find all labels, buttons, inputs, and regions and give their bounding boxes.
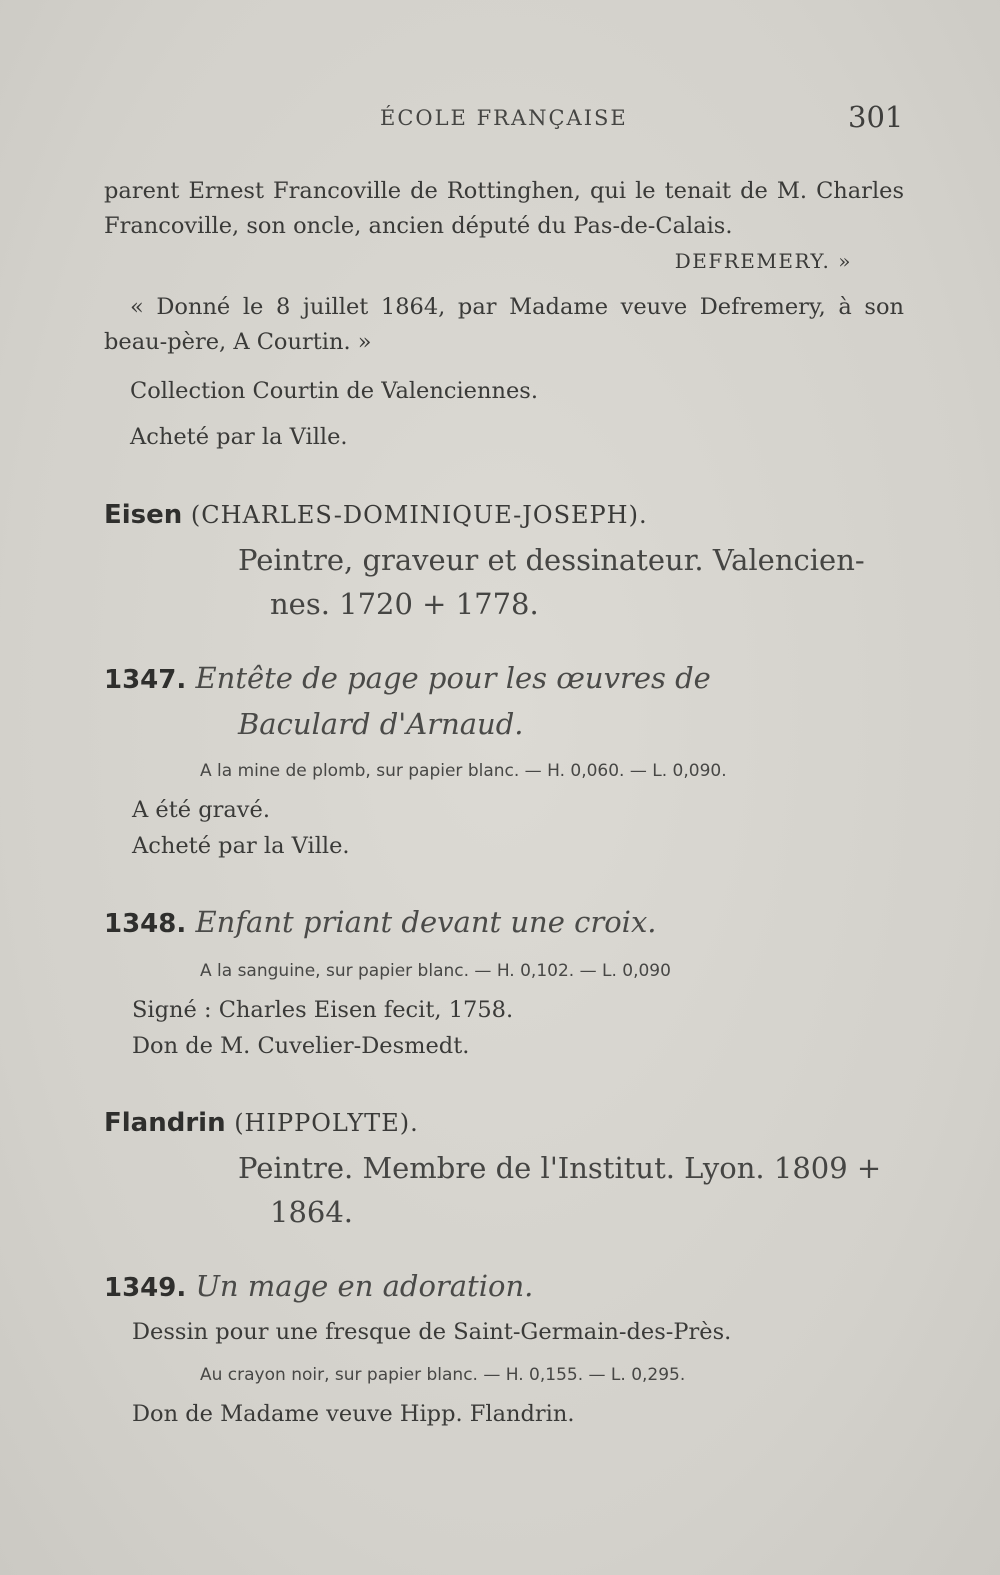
entry-number: 1349. [104,1273,187,1303]
artist-name-line [104,1104,904,1142]
artist-bio [104,538,904,626]
entry-description: Dessin pour une fresque de Saint-Germain-des-Près. [132,1319,732,1345]
entry-heading [104,1264,904,1310]
acquisition-note: Acheté par la Ville. [130,424,348,450]
catalogue-entry-1349 [104,1264,904,1432]
entry-technique: Au crayon noir, sur papier blanc. — H. 0,155. — L. 0,295. [200,1365,686,1385]
page-body [104,174,904,1432]
entry-technique: A la mine de plomb, sur papier blanc. — H. 0,060. — L. 0,090. [200,761,727,781]
entry-heading [104,656,904,746]
entry-number: 1347. [104,665,187,695]
artist-bio-line2: nes. 1720 + 1778. [270,587,539,621]
signature: DEFREMERY. » [674,249,852,273]
catalogue-entry-1348 [104,900,904,1064]
entry-note: A été gravé. [132,797,270,823]
entry-note: Don de Madame veuve Hipp. Flandrin. [132,1401,575,1427]
artist-given-names: (HIPPOLYTE). [234,1109,419,1137]
intro-paragraph: parent Ernest Francoville de Rottinghen, qui le tenait de M. Charles Francoville, son oncle, ancien député du Pas-de-Calais. [104,178,904,239]
artist-bio-line1: Peintre, graveur et dessinateur. Valencien- [238,543,865,577]
artist-bio-line2: 1864. [270,1195,354,1229]
artist-bio-line1: Peintre. Membre de l'Institut. Lyon. 1809 + [238,1151,882,1185]
entry-title-cont: Baculard d'Arnaud. [238,707,524,741]
artist-given-names: (CHARLES-DOMINIQUE-JOSEPH). [190,501,648,529]
entry-technique: A la sanguine, sur papier blanc. — H. 0,102. — L. 0,090 [200,961,671,981]
entry-number: 1348. [104,909,187,939]
page-number: 301 [848,100,904,134]
entry-title: Entête de page pour les œuvres de [195,661,711,695]
artist-name-line [104,496,904,534]
artist-surname: Eisen [104,500,183,530]
collection-note: Collection Courtin de Valenciennes. [130,378,538,404]
entry-note: Don de M. Cuvelier-Desmedt. [132,1033,470,1059]
artist-eisen [104,496,904,626]
entry-title: Un mage en adoration. [195,1269,534,1303]
entry-note: Signé : Charles Eisen fecit, 1758. [132,997,514,1023]
catalogue-entry-1347 [104,656,904,864]
entry-title: Enfant priant devant une croix. [195,905,657,939]
entry-note: Acheté par la Ville. [132,833,350,859]
artist-surname: Flandrin [104,1108,226,1138]
donation-paragraph: « Donné le 8 juillet 1864, par Madame veuve Defremery, à son beau-père, A Courtin. » [104,294,904,355]
artist-bio [104,1146,904,1234]
artist-flandrin [104,1104,904,1234]
running-header [0,100,1000,140]
entry-heading [104,900,904,946]
header-title: ÉCOLE FRANÇAISE [380,106,628,130]
